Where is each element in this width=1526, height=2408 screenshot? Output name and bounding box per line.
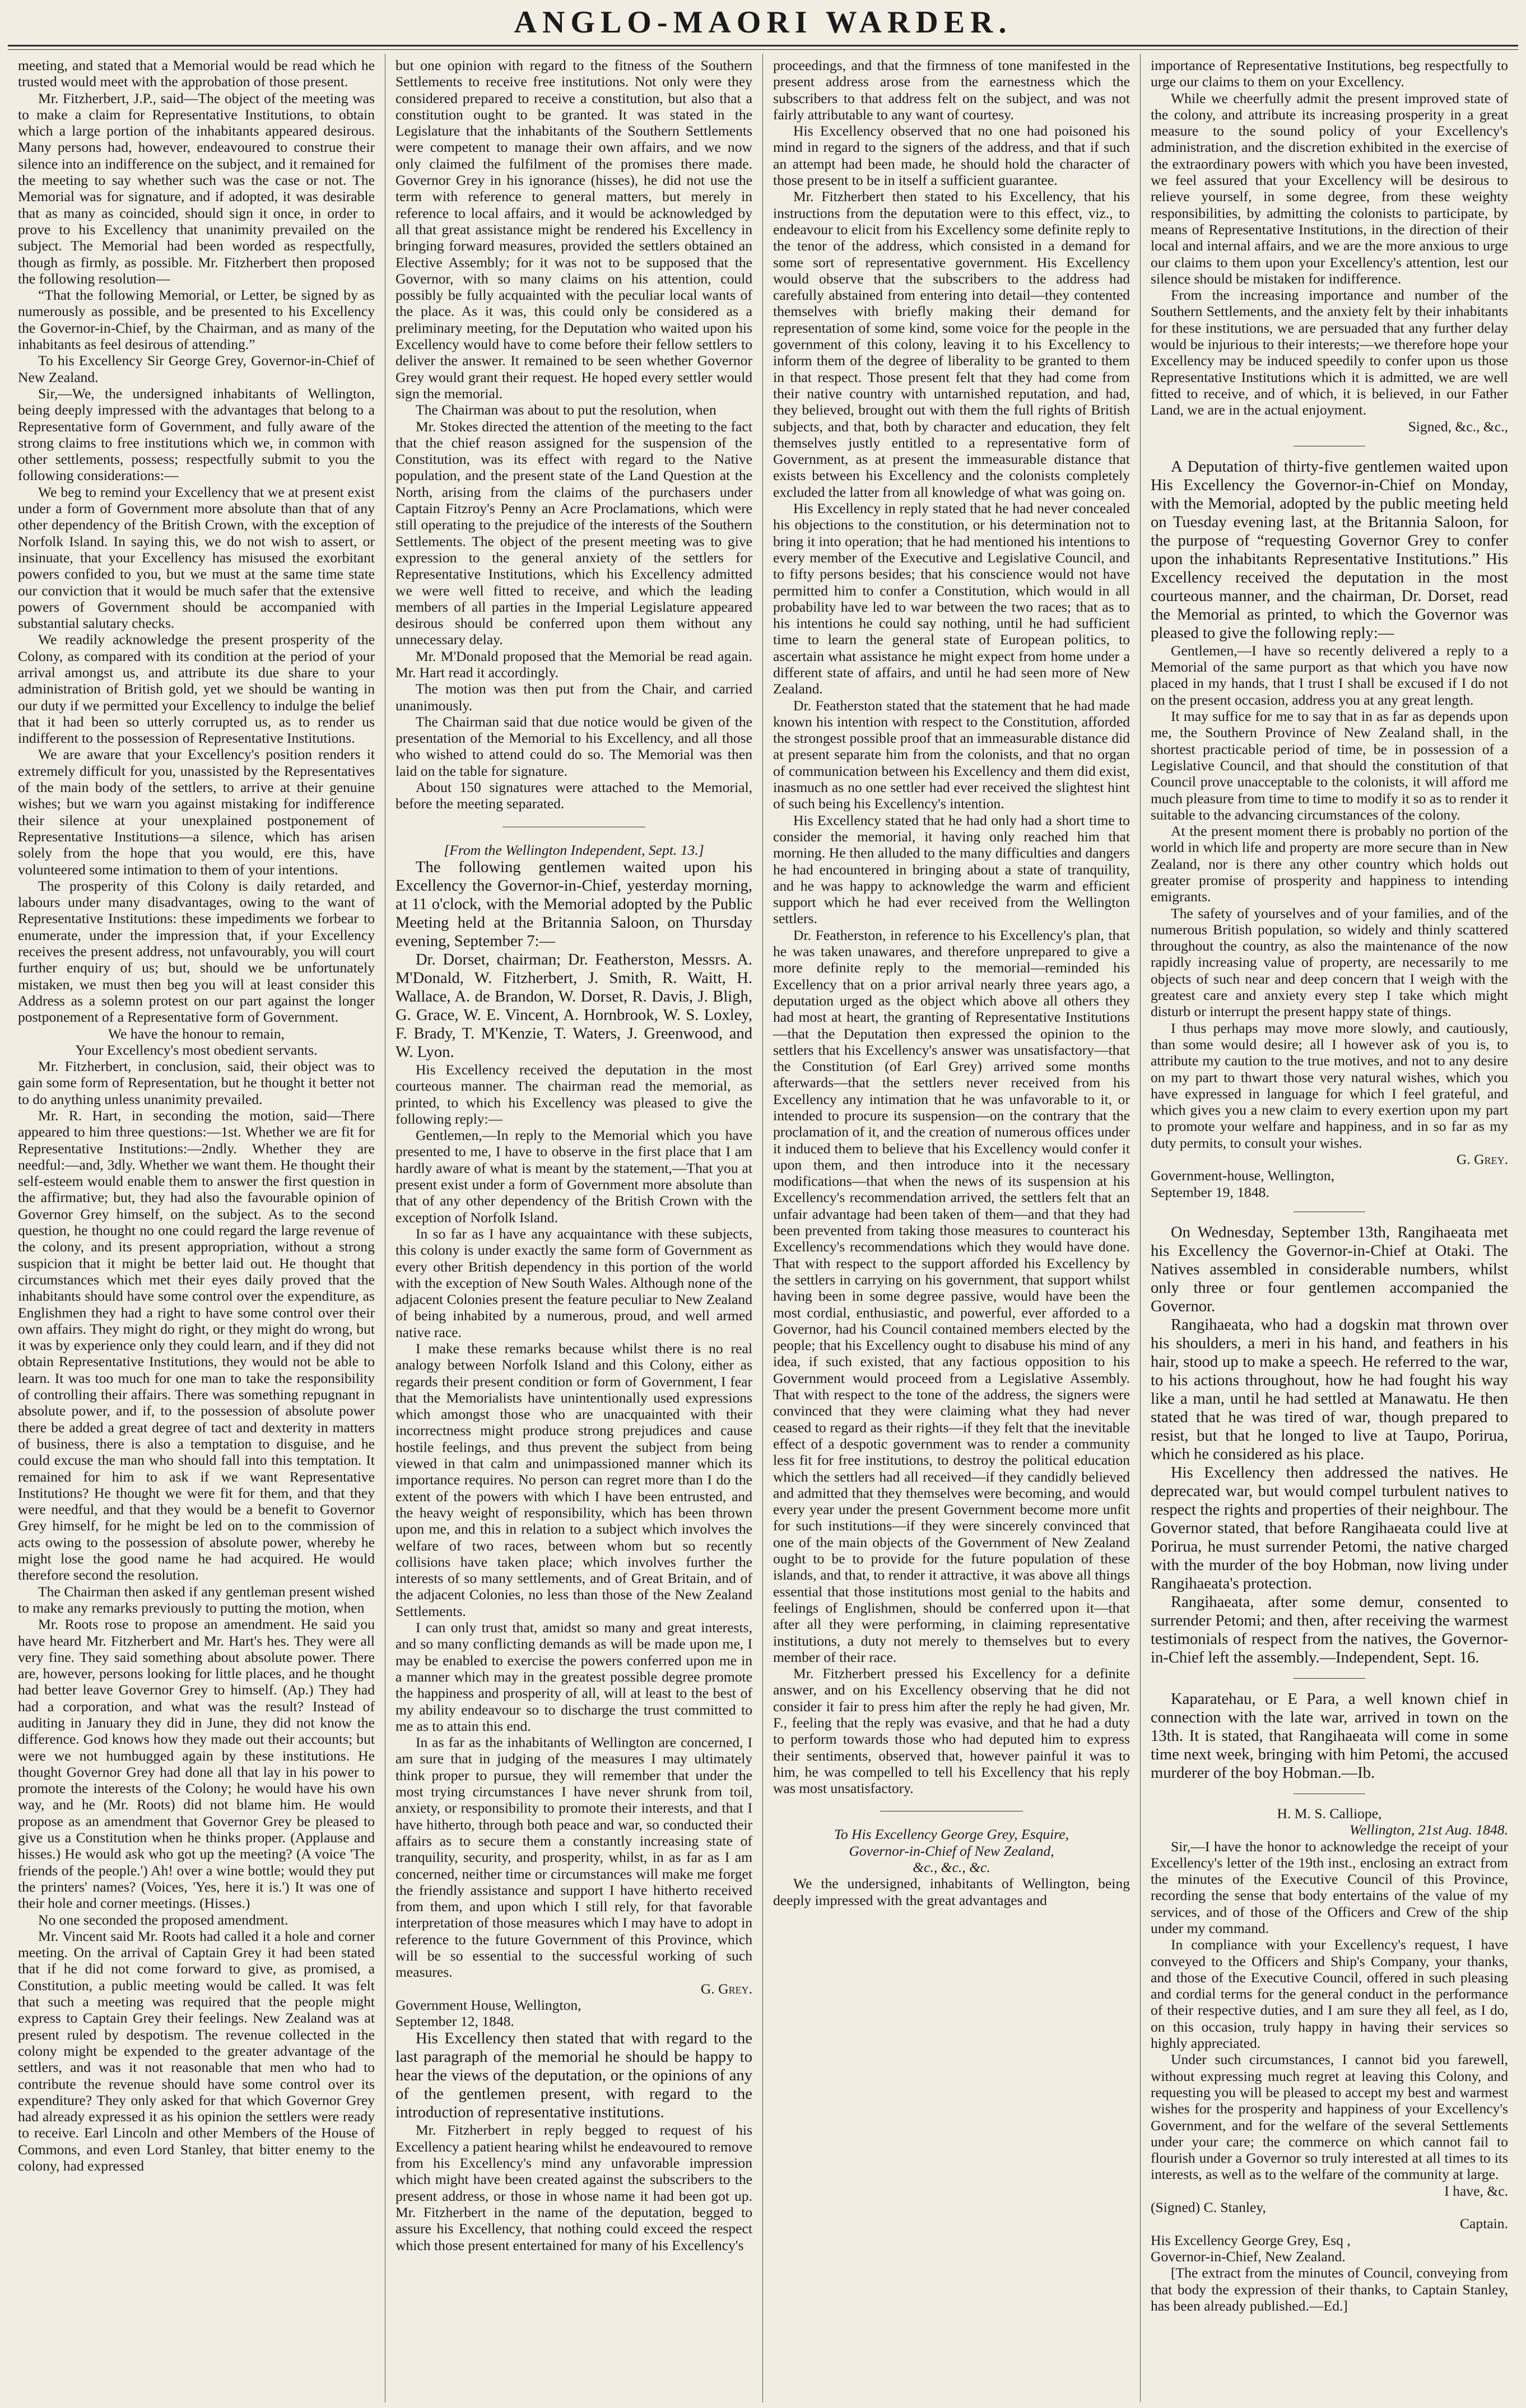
article-paragraph: It may suffice for me to say that in as far as depends upon me, the Southern Province of New Zealand shall, in the shortest practicable period of time, be in possession of a Legislative Council, and that should the constitution of that Council prove unacceptable to the colonists, it will afford me much pleasure from time to time to modify it so as to render it suitable to the advancing circumstances of the colony. bbox=[1151, 708, 1508, 823]
article-paragraph: His Excellency received the deputation in the most courteous manner. The chairman read the memorial, as printed, to which his Excellency was pleased to give the following reply:— bbox=[396, 1061, 752, 1127]
article-paragraph: We readily acknowledge the present prosperity of the Colony, as compared with its condition at the period of your arrival amongst us, and attribute its due share to your administration of British gold, yet we should be wanting in our duty if we permitted your Excellency to indulge the belief that it had been so utterly corrupted us, as to render us indifferent to the possession of Representative Institutions. bbox=[18, 631, 375, 747]
article-paragraph: The Chairman was about to put the resolution, when bbox=[416, 402, 717, 418]
article-paragraph: In so far as I have any acquaintance with these subjects, this colony is under exactly the same form of Government as every other British dependency in this portion of the world with the exception of New South Wales. Although none of the adjacent Colonies present the feature peculiar to New Zealand of being inhabited by a numerous, proud, and well armed native race. bbox=[396, 1225, 752, 1340]
article-paragraph: To his Excellency Sir George Grey, Governor-in-Chief of New Zealand. bbox=[18, 352, 375, 385]
article-paragraph: Under such circumstances, I cannot bid you farewell, without expressing much regret at leaving this Colony, and requesting you will be pleased to accept my best and warmest wishes for the prosperity and happiness of your Excellency's Government, and for the welfare of the several Settlements under your care; the commerce on which cannot fail to flourish under a Governor so truly interested at all times to its interests, as well as to the welfare of the community at large. bbox=[1151, 2051, 1508, 2183]
article-paragraph: His Excellency in reply stated that he had never concealed his objections to the constitution, or his determination not to bring it into operation; that he had mentioned his intentions to every member of the Executive and Legislative Council, and to fifty persons besides; that his conscience would not have permitted him to confer a Constitution, which would in all probability have led to war between the two races; that as to his intentions he could say nothing, until he had sufficient time to learn the general state of European politics, to ascertain what assistance he might expect from home under a different state of affairs, and until he had seen more of New Zealand. bbox=[773, 500, 1130, 697]
article-paragraph: While we cheerfully admit the present improved state of the colony, and attribute its increasing prosperity in a great measure to the sound policy of your Excellency's administration, and the discretion exhibited in the exercise of the extraordinary powers with which you have been invested, we feel assured that your Excellency will be desirous to relieve yourself, in some degree, from these weighty responsibilities, by admitting the colonists to participate, by means of Representative Institutions, in the direction of their local and internal affairs, and we are the more anxious to urge our claims to them upon your Excellency's attention, lest our silence should be mistaken for indifference. bbox=[1151, 90, 1508, 287]
article-paragraph: Dr. Featherston, in reference to his Excellency's plan, that he was taken unawares, and therefore unprepared to give a more definite reply to the memorial—reminded his Excellency that on a prior arrival nearly three years ago, a deputation urged as the object which above all others they had most at heart, the granting of Representative Institutions—that the Deputation then expressed the opinion to the settlers that his Excellency's answer was unsatisfactory—that the Constitution (of Earl Grey) arrived some months afterwards—that the settlers never received from his Excellency any intimation that he was unfavorable to it, or intended to procure its suspension—on the contrary that the proclamation of it, and the creation of numerous offices under it induced them to believe that his Excellency would confer it upon them, and then introduce into it the necessary modifications—that when the news of its suspension at his Excellency's recommendation arrived, the settlers felt that an unfair advantage had been taken of them—and that they had been prevented from taking those measures to counteract his Excellency's recommendations which they would have done. That with respect to the support afforded his Excellency by the settlers in carrying on his government, that support whilst having been in some degree passive, would have been the most cordial, enthusiastic, and powerful, ever afforded to a Governor, had his Council contained members elected by the people; that his Excellency ought to disabuse his mind of any idea, if such existed, that any factious opposition to his Government would proceed from a Legislative Assembly. That with respect to the tone of the address, the signers were convinced that they were claiming what they had never ceased to regard as their rights—if they felt that the inevitable effect of a despotic government was to render a community less fit for free institutions, to destroy the political education which the settlers had all received—if they candidly believed and admitted that they themselves were becoming, and would every year under the present Government become more unfit for such institutions—if they were sincerely convinced that one of the main objects of the Government of New Zealand ought to be to provide for the future population of these islands, and that, to render it attractive, it was above all things essential that those institutions most genial to the habits and feelings of Englishmen, should be conferred upon it—that after all they were performing, in claiming representative institutions, a duty not merely to themselves but to every member of their race. bbox=[773, 926, 1130, 1665]
article-paragraph: We beg to remind your Excellency that we at present exist under a form of Government more absolute than that of any other dependency of the British Crown, with the exception of Norfolk Island. In saying this, we do not wish to assert, or insinuate, that your Excellency has misused the exorbitant powers confided to you, but we must at the same time state our conviction that it would be much safer that the extensive powers of Government should be accompanied with substantial salutary checks. bbox=[18, 483, 375, 632]
article-paragraph: The Chairman then asked if any gentleman present wished to make any remarks previously to putting the motion, when bbox=[18, 1583, 375, 1616]
masthead-rule bbox=[8, 45, 1518, 46]
article-paragraph: In compliance with your Excellency's request, I have conveyed to the Officers and Ship's Company, your thanks, and those of the Executive Council, offered in such pleasing and cordial terms for the general conduct in the performance of their respective duties, and I am sure they all feel, as I do, on this occasion, truly happy in having their services so highly appreciated. bbox=[1151, 1936, 1508, 2052]
article-paragraph: Mr. Fitzherbert, J.P., said—The object of the meeting was to make a claim for Representative Institutions, to obtain which a large portion of the inhabitants appeared desirous. Many persons had, however, endeavoured to construe their silence into an indifference on the subject, and it remained for the meeting to say whether such was the case or not. The Memorial was for signature, and if adopted, it was desirable that as many as coincided, should sign it once, in order to prove to his Excellency that unanimity prevailed on the subject. The Memorial had been worded as respectfully, though as firmly, as possible. Mr. Fitzherbert then proposed the following resolution— bbox=[18, 90, 375, 287]
article-paragraph: The Chairman said that due notice would be given of the presentation of the Memorial to his Excellency, and all those who wished to attend could do so. The Memorial was then laid on the table for signature. bbox=[396, 713, 752, 779]
article-paragraph: Government House, Wellington, bbox=[396, 1996, 581, 2013]
article-paragraph: I thus perhaps may move more slowly, and cautiously, than some would desire; all I however ask of you is, to attribute my caution to the true motives, and not to any desire on my part to thwart those very natural wishes, which you have expressed in language for which I feel grateful, and which gives you a new claim to every exertion upon my part to promote your welfare and happiness, and in so far as my duty permits, to consult your wishes. bbox=[1151, 1019, 1508, 1151]
article-paragraph: but one opinion with regard to the fitness of the Southern Settlements to receive free institutions. Not only were they considered prepared to receive a constitution, but also that a constitution ought to be granted. It was stated in the Legislature that the inhabitants of the Southern Settlements were competent to manage their own affairs, and we now only claimed the fulfilment of the promises there made. Governor Grey in his ignorance (hisses), he did not use the term with reference to general matters, but merely in reference to local affairs, and it would be acknowledged by all that great assistance might be rendered his Excellency in bringing forward measures, provided the settlers obtained an Elective Assembly; for it was not to be supposed that the Governor, with so many claims on his attention, could possibly be fully acquainted with the peculiar local wants of the place. As it was, this could only be considered as a preliminary meeting, for the Deputation who waited upon his Excellency would have to come before their fellow settlers to deliver the answer. It remained to be seen whether Governor Grey would grant their request. He hoped every settler would sign the memorial. bbox=[396, 57, 752, 402]
article-paragraph: Mr. Fitzherbert, in conclusion, said, their object was to gain some form of Representation, but he thought it better not to do anything unless unanimity prevailed. bbox=[18, 1058, 375, 1107]
article-paragraph: His Excellency stated that he had only had a short time to consider the memorial, it having only reached him that morning. He then alluded to the many difficulties and dangers he had encountered in bringing about a state of tranquility, and he was happy to acknowledge the warm and efficient support which he had ever received from the Wellington settlers. bbox=[773, 812, 1130, 927]
article-paragraph: His Excellency then stated that with regard to the last paragraph of the memorial he should be happy to hear the views of the deputation, or the opinions of any of the gentlemen present, with regard to the introduction of representative institutions. bbox=[396, 2030, 752, 2122]
article-paragraph: We the undersigned, inhabitants of Wellington, being deeply impressed with the great advantages and bbox=[773, 1875, 1130, 1908]
article-paragraph: Rangihaeata, after some demur, consented to surrender Petomi; and then, after receiving the warmest testimonials of respect from the natives, the Governor-in-Chief left the assembly.—Independent, Sept. 16. bbox=[1151, 1593, 1508, 1666]
article-paragraph: A Deputation of thirty-five gentlemen waited upon His Excellency the Governor-in-Chief on Monday, with the Memorial, adopted by the public meeting held on Tuesday evening last, at the Britannia Saloon, for the purpose of “requesting Governor Grey to confer upon the inhabitants Representative Institutions.” His Excellency received the deputation in the most courteous manner, and the chairman, Dr. Dorset, read the Memorial as printed, to which the Governor was pleased to give the following reply:— bbox=[1151, 458, 1508, 642]
column-3 bbox=[763, 54, 1141, 2402]
article-paragraph: Gentlemen,—In reply to the Memorial which you have presented to me, I have to observe in the first place that I am hardly aware of what is meant by the statement,—That you at present exist under a form of Government more absolute than that of any other dependency of the British Crown with the exception of Norfolk Island. bbox=[396, 1127, 752, 1226]
masthead-title: ANGLO-MAORI WARDER. bbox=[514, 5, 1012, 40]
column-2 bbox=[385, 54, 763, 2402]
article-paragraph: (Signed) C. Stanley, bbox=[1151, 2199, 1266, 2216]
column-1 bbox=[8, 54, 385, 2402]
article-paragraph: Mr. Stokes directed the attention of the meeting to the fact that the chief reason assigned for the suspension of the Constitution, was its effect with regard to the Native population, and the present state of the Land Question at the North, arising from the claims of the purchasers under Captain Fitzroy's Penny an Acre Proclamations, which were still operating to the prejudice of the interests of the Southern Settlements. The object of the present meeting was to give expression to the general anxiety of the settlers for Representative Institutions, which his Excellency admitted we were well fitted to receive, and which the leading members of all parties in the Imperial Legislature appeared desirous should be conferred upon them without any unnecessary delay. bbox=[396, 418, 752, 648]
article-paragraph: meeting, and stated that a Memorial would be read which he trusted would meet with the approbation of those present. bbox=[18, 57, 375, 90]
article-paragraph: We are aware that your Excellency's position renders it extremely difficult for you, unassisted by the Representatives of the main body of the settlers, to arrive at their genuine wishes; but we warn you against mistaking for indifference their silence at your unexplained postponement of Representative Institutions—a silence, which has arisen solely from the hope that you would, ere this, have volunteered some intimation to them of your intentions. bbox=[18, 746, 375, 878]
article-paragraph: The safety of yourselves and of your families, and of the numerous British population, so widely and thinly scattered throughout the country, as also the maintenance of the now rapidly increasing value of property, are necessarily to me objects of such near and deep concern that I weigh with the greatest care and anxiety every step I take which might disturb or interrupt the present happy state of things. bbox=[1151, 905, 1508, 1020]
article-paragraph: G. Grey. bbox=[1456, 1151, 1508, 1168]
article-columns bbox=[8, 54, 1518, 2402]
article-paragraph: Mr. Vincent said Mr. Roots had called it a hole and corner meeting. On the arrival of Captain Grey it had been stated that if he did not come forward to give, as promised, a Constitution, a public meeting would be called. It was felt that such a meeting was required that the people might express to Captain Grey their feelings. New Zealand was at present ruled by despotism. The revenue collected in the colony might be expended to the greater advantage of the settlers, and was it not reasonable that men who had to contribute the revenue should have some control over its expenditure? They only asked for that which Governor Grey had already expressed it as his opinion the settlers were ready to receive. Earl Lincoln and other Members of the House of Commons, and even Lord Stanley, that bitter enemy to the colony, had expressed bbox=[18, 1927, 375, 2174]
article-paragraph: [From the Wellington Independent, Sept. 13.] bbox=[444, 841, 704, 858]
article-paragraph: Mr. M'Donald proposed that the Memorial be read again. Mr. Hart read it accordingly. bbox=[396, 648, 752, 681]
article-paragraph: Sir,—I have the honor to acknowledge the receipt of your Excellency's letter of the 19th inst., enclosing an extract from the minutes of the Executive Council of this Province, recording the sense that body entertains of the value of my services, and of those of the Officers and Crew of the ship under my command. bbox=[1151, 1838, 1508, 1936]
article-paragraph: I make these remarks because whilst there is no real analogy between Norfolk Island and this Colony, either as regards their present condition or form of Government, I fear that the Memorialists have unintentionally used expressions which amongst those who are unacquainted with their incorrectness might produce strong prejudices and cause hostile feelings, and thus prevent the subject from being viewed in that calm and unimpassioned manner which its importance requires. No person can regret more than I do the extent of the powers with which I have been entrusted, and the heavy weight of responsibility, which has been thrown upon me, and this in relation to a subject which involves the welfare of two races, between whom but so recently collisions have taken place; which involves further the interests of so many settlements, and of Great Britain, and of the adjacent Colonies, no less than those of the New Zealand Settlements. bbox=[396, 1340, 752, 1619]
article-paragraph: Government-house, Wellington, bbox=[1151, 1167, 1334, 1184]
article-paragraph: His Excellency George Grey, Esq , bbox=[1151, 2232, 1351, 2248]
article-paragraph: The prosperity of this Colony is daily retarded, and labours under many disadvantages, owing to the want of Representative Institutions: these impediments we forbear to enumerate, under the impression that, if your Excellency receives the present address, not unfavourably, you will court further enquiry of us; but, should we be unfortunately mistaken, we must then beg you will at least consider this Address as a solemn protest on our part against the longer postponement of a Representative form of Government. bbox=[18, 877, 375, 1026]
article-paragraph: About 150 signatures were attached to the Memorial, before the meeting separated. bbox=[396, 779, 752, 812]
article-paragraph: In as far as the inhabitants of Wellington are concerned, I am sure that in judging of the measures I may ultimately think proper to pursue, they will remember that under the most trying circumstances I have never shrunk from toil, anxiety, or responsibility to promote their interests, and that I have hitherto, through both peace and war, so conducted their affairs as to secure them a constantly increasing state of tranquility, security, and prosperity, whilst, in as far as I am concerned, neither time or circumstances will make me forget the friendly assistance and support I have hitherto received from them, and upon which I still rely, for that favorable interpretation of those measures which I may have to adopt in reference to the future Government of this Province, which will be so essential to the successful working of such measures. bbox=[396, 1734, 752, 1981]
article-paragraph: Mr. Fitzherbert in reply begged to request of his Excellency a patient hearing whilst he endeavoured to remove from his Excellency's mind any unfavorable impression which might have been created against the subscribers to the present address, or those in whose name it had been got up. Mr. Fitzherbert in the name of the deputation, begged to assure his Excellency, that nothing could exceed the respect which those present entertained for many of his Excellency's bbox=[396, 2122, 752, 2253]
article-paragraph: To His Excellency George Grey, Esquire, bbox=[834, 1826, 1069, 1843]
article-paragraph: From the increasing importance and number of the Southern Settlements, and the anxiety felt by their inhabitants for these institutions, we are persuaded that any further delay would be injurious to their interests;—we therefore hope your Excellency may be induced speedily to confer upon us those Representative Institutions which it is admitted, we are well fitted to receive, and of which, it is believed, in our Father Land, we are in the actual enjoyment. bbox=[1151, 287, 1508, 418]
article-paragraph: H. M. S. Calliope, bbox=[1277, 1805, 1382, 1822]
article-paragraph: Gentlemen,—I have so recently delivered a reply to a Memorial of the same purport as that which you have now placed in my hands, that I trust I shall be excused if I do not on the present occasion, address you at any great length. bbox=[1151, 642, 1508, 708]
article-paragraph: Mr. Roots rose to propose an amendment. He said you have heard Mr. Fitzherbert and Mr. Hart's hes. They were all very fine. They said something about absolute power. There are, however, persons looking for little places, and he thought had better leave Governor Grey to himself. (Ap.) They had had a corporation, and what was the result? Instead of auditing in January they did in June, they did not know the difference. God knows how they made out their accounts; but were we not humbugged again by these institutions. He thought Governor Grey had done all that lay in his power to promote the interests of the Colony; he would have his own way, and he (Mr. Roots) did not blame him. He would propose as an amendment that Governor Grey be pleased to give us a Constitution when he thinks proper. (Applause and hisses.) He would ask who got up the meeting? (A voice 'The friends of the people.') Ah! over a wine bottle; would they put the printers' names? (Voices, 'Yes, here it is.') It was one of their hole and corner meetings. (Hisses.) bbox=[18, 1616, 375, 1912]
article-paragraph: Mr. Fitzherbert then stated to his Excellency, that his instructions from the deputation were to this effect, viz., to endeavour to elicit from his Excellency some definite reply to the tenor of the address, which consisted in a demand for some sort of representative government. His Excellency would observe that the subscribers to the address had carefully abstained from entering into detail—they contented themselves with briefly making their demand for representation of some kind, some voice for the people in the government of this colony, leaving it to his Excellency to inform them of the degree of liberality to be granted to them in that respect. Those present felt that they had come from their native country with untarnished reputation, and had, they believed, brought out with them the full rights of British subjects, and that, both by character and education, they felt themselves justly entitled to a representative form of Government, as at present the immeasurable distance that exists between his Excellency and the colonists completely excluded the latter from all knowledge of what was going on. bbox=[773, 188, 1130, 500]
article-paragraph: proceedings, and that the firmness of tone manifested in the present address arose from the earnestness which the subscribers to that address felt on the subject, and was not fairly attributable to any want of courtesy. bbox=[773, 57, 1130, 123]
article-paragraph: Governor-in-Chief of New Zealand, bbox=[849, 1842, 1054, 1859]
column-4 bbox=[1141, 54, 1518, 2402]
article-paragraph: Mr. Fitzherbert pressed his Excellency for a definite answer, and on his Excellency observing that he did not consider it fair to press him after the reply he had given, Mr. F., feeling that the reply was evasive, and that he had a duty to perform towards those who had deputed him to express their sentiments, observed that, however painful it was to him, he was compelled to tell his Excellency that his reply was most unsatisfactory. bbox=[773, 1665, 1130, 1797]
article-paragraph: “That the following Memorial, or Letter, be signed by as numerously as possible, and be presented to his Excellency the Governor-in-Chief, by the Chairman, and as many of the inhabitants as feel desirous of attending.” bbox=[18, 287, 375, 353]
article-paragraph: At the present moment there is probably no portion of the world in which life and property are more secure than in New Zealand, nor is there any other country which holds out greater promise of prosperity and happiness to intending emigrants. bbox=[1151, 823, 1508, 905]
article-paragraph: [The extract from the minutes of Council, conveying from that body the expression of their thanks, to Captain Stanley, has been already published.—Ed.] bbox=[1151, 2265, 1508, 2314]
article-paragraph: On Wednesday, September 13th, Rangihaeata met his Excellency the Governor-in-Chief at Otaki. The Natives assembled in considerable numbers, whilst only three or four gentlemen accompanied the Governor. bbox=[1151, 1223, 1508, 1315]
article-paragraph: &c., &c., &c. bbox=[913, 1859, 990, 1876]
article-paragraph: G. Grey. bbox=[700, 1980, 752, 1997]
article-paragraph: We have the honour to remain, bbox=[108, 1025, 285, 1042]
article-paragraph: I can only trust that, amidst so many and great interests, and so many conflicting demands as will be made upon me, I may be enabled to exercise the powers conferred upon me in a manner which may in the greatest possible degree promote the happiness and prosperity of all, will at least to the best of my ability endeavour so to discharge the trust committed to me as to attain this end. bbox=[396, 1619, 752, 1734]
article-paragraph: The following gentlemen waited upon his Excellency the Governor-in-Chief, yesterday morning, at 11 o'clock, with the Memorial adopted by the Public Meeting held at the Britannia Saloon, on Thursday evening, September 7:— bbox=[396, 858, 752, 950]
article-paragraph: Mr. R. Hart, in seconding the motion, said—There appeared to him three questions:—1st. Whether we are fit for Representative Institutions:—2ndly. Whether they are needful:—and, 3dly. Whether we want them. He thought their self-esteem would enable them to answer the first question in the affirmative; but, they had also the favourable opinion of Governor Grey himself, on the subject. As to the second question, he thought no one could regard the large revenue of the colony, and its present appropriation, without a strong suspicion that it might be better laid out. He thought that circumstances which met their eyes daily proved that the inhabitants should have some control over the expenditure, as Englishmen they had a right to have some control over their own affairs. They might do right, or they might do wrong, but it was by experience only they could learn, and if they did not obtain Representative Institutions, they would not be able to learn. It was too much for one man to take the responsibility of controlling their affairs. There was something repugnant in absolute power, and if, to the possession of absolute power there be added a great degree of tact and dexterity in matters of business, there is also a temptation to disguise, and he could excuse the man who should fall into this temptation. It remained for him to ask if we want Representative Institutions? He thought we were fit for them, and that they were needful, and that they would be a benefit to Governor Grey himself, for he might be led on to the commission of acts owing to the possession of absolute power, whereby he might lose the good name he had acquired. He would therefore second the resolution. bbox=[18, 1107, 375, 1583]
article-paragraph: His Excellency observed that no one had poisoned his mind in regard to the signers of the address, and that if such an attempt had been made, he should hold the character of those present to be in itself a sufficient guarantee. bbox=[773, 123, 1130, 189]
section-divider bbox=[1294, 1678, 1365, 1679]
article-paragraph: The motion was then put from the Chair, and carried unanimously. bbox=[396, 681, 752, 714]
article-paragraph: No one seconded the proposed amendment. bbox=[38, 1911, 289, 1928]
article-paragraph: Rangihaeata, who had a dogskin mat thrown over his shoulders, a meri in his hand, and feathers in his hair, stood up to make a speech. He referred to the war, to his actions throughout, how he had fought his way like a man, until he had settled at Manawatu. He then stated that he was tired of war, though prepared to resist, but that he longed to live at Taupo, Porirua, which he considered as his place. bbox=[1151, 1316, 1508, 1463]
article-paragraph: Sir,—We, the undersigned inhabitants of Wellington, being deeply impressed with the advantages that belong to a Representative form of Government, and fully aware of the strong claims to free institutions which we, in common with other settlements, possess; respectfully submit to you the following considerations:— bbox=[18, 385, 375, 484]
article-paragraph: Wellington, 21st Aug. 1848. bbox=[1350, 1822, 1508, 1838]
article-paragraph: Your Excellency's most obedient servants. bbox=[75, 1041, 318, 1058]
article-paragraph: Governor-in-Chief, New Zealand. bbox=[1151, 2248, 1346, 2265]
article-paragraph: Dr. Featherston stated that the statement that he had made known his intention with respect to the Constitution, afforded the strongest possible proof that an immeasurable distance did at present separate him from the colonists, and that no organ of communication between his Excellency and them did exist, inasmuch as no one settler had ever received the slightest hint of such being his Excellency's intention. bbox=[773, 697, 1130, 812]
article-paragraph: Signed, &c., &c., bbox=[1408, 418, 1508, 435]
article-paragraph: Captain. bbox=[1459, 2215, 1508, 2232]
article-paragraph: September 19, 1848. bbox=[1151, 1184, 1269, 1200]
article-paragraph: Dr. Dorset, chairman; Dr. Featherston, Messrs. A. M'Donald, W. Fitzherbert, J. Smith, R. Waitt, H. Wallace, A. de Brandon, W. Dorset, R. Davis, J. Bligh, G. Grace, W. E. Vincent, A. Hornbrook, W. S. Loxley, F. Brady, T. M'Kenzie, T. Waters, J. Greenwood, and W. Lyon. bbox=[396, 951, 752, 1061]
article-paragraph: September 12, 1848. bbox=[396, 2013, 514, 2030]
article-paragraph: His Excellency then addressed the natives. He deprecated war, but would compel turbulent natives to respect the rights and properties of their neighbour. The Governor stated, that before Rangihaeata could live at Porirua, he must surrender Petomi, the native charged with the murder of the boy Hobman, now living under Rangihaeata's protection. bbox=[1151, 1464, 1508, 1592]
article-paragraph: Kaparatehau, or E Para, a well known chief in connection with the late war, arrived in town on the 13th. It is stated, that Rangihaeata will come in some time next week, bringing with him Petomi, the accused murderer of the boy Hobman.—Ib. bbox=[1151, 1690, 1508, 1782]
article-paragraph: importance of Representative Institutions, beg respectfully to urge our claims to them on your Excellency. bbox=[1151, 57, 1508, 90]
masthead-rule-thin bbox=[8, 49, 1518, 50]
article-paragraph: I have, &c. bbox=[1444, 2182, 1508, 2199]
